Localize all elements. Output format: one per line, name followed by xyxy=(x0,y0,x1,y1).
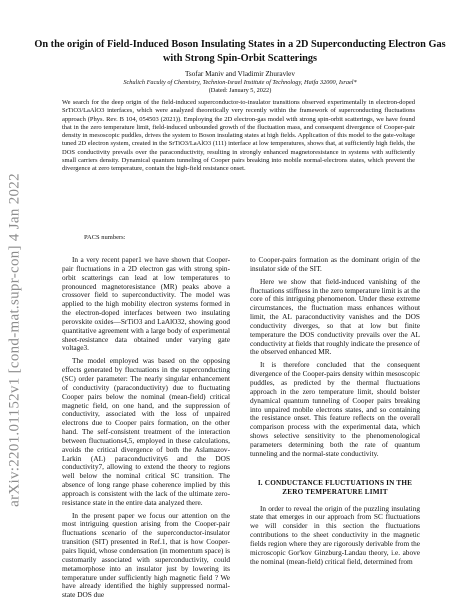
body-paragraph: In a very recent paper1 we have shown that Cooper-pair fluctuations in a 2D electron gas with strong spin-orbit scatterings can lead at low temperatures to pronounced magnetoresistance (MR) peaks above a crossover field to superconductivity. The model was applied to the high mobility electron systems formed in the electron-doped interfaces between two insulating perovskite oxides—SrTiO3 and LaAlO32, showing good quantitative agreement with a large body of experimental sheet-resistance data obtained under varying gate voltage3. xyxy=(62,255,230,353)
dated-line: (Dated: January 5, 2022) xyxy=(208,87,272,94)
left-column xyxy=(62,256,230,604)
body-paragraph: In order to reveal the origin of the puzzling insulating state that emerges in our approach from SC fluctuations we will consider in this section the fluctuations contributions to the sheet conductivity in the magnetic fields region where they are rigorously derivable from the microscopic Gor'kov Ginzburg-Landau theory, i.e. above the nominal (mean-field) critical field, determined from xyxy=(250,503,420,566)
abstract: We search for the deep origin of the field-induced superconductor-to-insulator transitions observed experimentally in electron-doped SrTiO3/LaAlO3 interfaces, which were analyzed theoretically very recently within the framework of superconducting fluctuations approach (Phys. Rev. B 104, 054503 (2021)). Employing the 2D electron-gas model with strong spin-orbit scatterings, we have found that in the zero temperature limit, field-induced unbounded growth of the fluctuation mass, and consequent divergence of Cooper-pair density in mesoscopic puddles, drives the system to Boson insulating states at high fields. Application of this model to the gate-voltage tuned 2D electron system, created in the SrTiO3/LaAlO3 (111) interface at low temperatures, shows that, at sufficiently high fields, the DOS conductivity prevails over the paraconductivity, resulting in strongly enhanced magnetoresistance in systems with sufficiently small carriers density. Dynamical quantum tunneling of Cooper pairs breaking into mobile normal-electrons states, which prevent the divergence at zero temperature, contain the high-field resistance onset. xyxy=(62,99,415,173)
body-paragraph: to Cooper-pairs formation as the dominant origin of the insulator side of the SIT. xyxy=(250,255,420,273)
section-heading: I. CONDUCTANCE FLUCTUATIONS IN THE ZERO TEMPERATURE LIMIT xyxy=(257,478,413,496)
right-column xyxy=(250,256,420,570)
arxiv-identifier: arXiv:2201.01152v1 [cond-mat.supr-con] 4 Jan 2022 xyxy=(6,173,23,507)
paper-header xyxy=(30,38,450,95)
author-list: Tsofar Maniv and Vladimir Zhuravlev xyxy=(185,70,295,78)
affiliation: Schulich Faculty of Chemistry, Technion-Israel Institute of Technology, Haifa 32000, Israel* xyxy=(123,79,357,86)
body-paragraph: The model employed was based on the opposing effects generated by fluctuations in the superconducting (SC) order parameter: The nearly singular enhancement of conductivity (paraconductivity) due to fluctuating Cooper pairs below the nominal (mean-field) critical magnetic field, on one hand, and the suppression of conductivity, associated with the loss of unpaired electrons due to Cooper pairs formation, on the other hand. The self-consistent treatment of the interaction between fluctuations4,5, employed in these calculations, avoids the critical divergence of both the Aslamazov-Larkin (AL) paraconductivity6 and the DOS conductivity7, allowing to extend the theory to regions well below the nominal critical SC transition. The absence of long range phase coherence implied by this approach is consistent with the lack of the ultimate zero-resistance state in the entire data analyzed there. xyxy=(62,356,230,507)
paper-title: On the origin of Field-Induced Boson Insulating States in a 2D Superconducting Electron Gas with Strong Spin-Orbit Scatterings xyxy=(34,39,446,64)
body-paragraph: In the present paper we focus our attention on the most intriguing question arising from the Cooper-pair fluctuations scenario of the superconductor-insulator transition (SIT) presented in Ref.1, that is how Cooper-pairs liquid, whose condensation (in momentum space) is customarily associated with superconductivity, could metamorphose into an insulator just by lowering its temperature under sufficiently high magnetic field ? We have already identified the highly suppressed normal-state DOS due xyxy=(62,510,230,600)
arxiv-stamp xyxy=(4,140,26,540)
pacs-numbers: PACS numbers: xyxy=(84,234,126,241)
body-paragraph: It is therefore concluded that the consequent divergence of the Cooper-pairs density within mesoscopic puddles, as predicted by the thermal fluctuations approach in the zero temperature limit, should bolster dynamical quantum tunneling of Cooper pairs breaking into unpaired mobile electrons states, and so containing the resistance onset. This feature reflects on the overall comparison process with the experimental data, which shows selective sensitivity to the phenomenological parameters determining both the rate of quantum tunneling and the normal-state conductivity. xyxy=(250,360,420,458)
body-paragraph: Here we show that field-induced vanishing of the fluctuations stiffness in the zero temperature limit is at the core of this intriguing phenomenon. Under these extreme circumstances, the fluctuation mass enhances without limit, the AL paraconductivity vanishes and the DOS conductivity diverges, so that at low but finite temperature the DOS conductivity prevails over the AL conductivity at fields that roughly indicate the presence of the observed enhanced MR. xyxy=(250,276,420,357)
